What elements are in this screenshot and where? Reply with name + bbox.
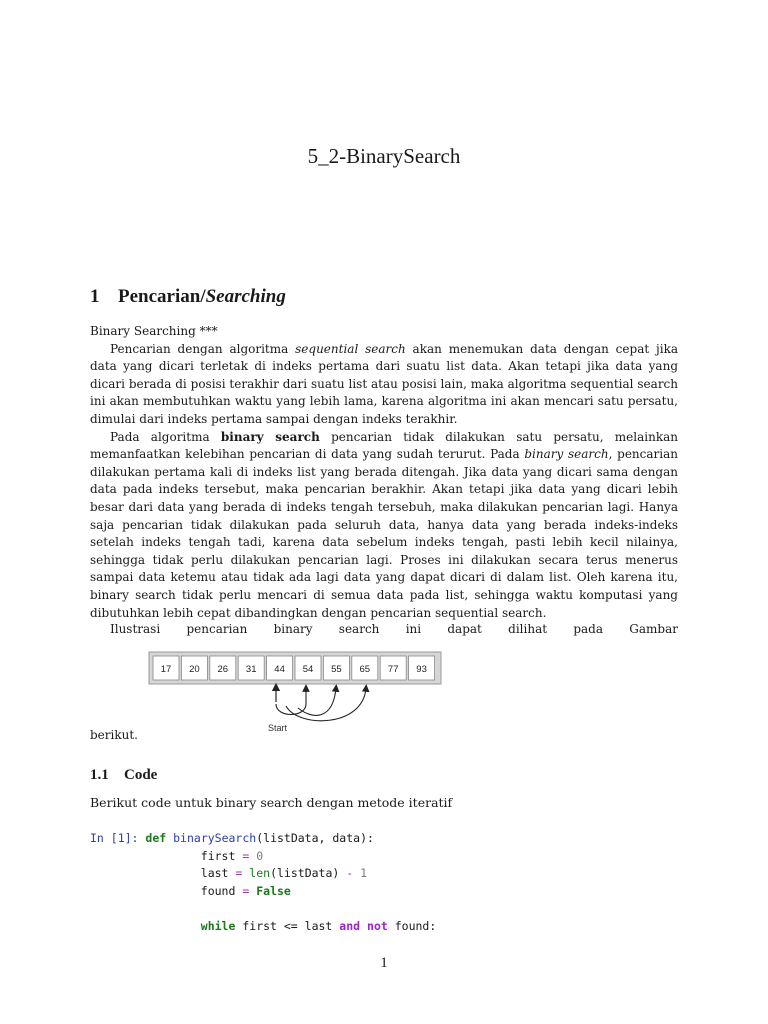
p2-emphasis: binary search: [524, 447, 609, 462]
ilustrasi-word: search: [338, 622, 380, 636]
document-title: 5_2-BinarySearch: [307, 144, 461, 168]
ilustrasi-word: Ilustrasi: [110, 622, 161, 636]
subsection-number: 1.1: [90, 767, 109, 783]
p1-emphasis: sequential search: [295, 341, 406, 356]
code-token: =: [235, 866, 243, 881]
jump-arrow-3: [298, 688, 336, 715]
p1-text-a: Pencarian dengan algoritma: [110, 341, 296, 356]
array-cell-value: 44: [274, 664, 285, 675]
code-token: first <= last: [242, 918, 333, 933]
ilustrasi-line: [90, 621, 678, 639]
paragraph-binary: [90, 429, 678, 623]
section-body: [90, 323, 678, 622]
paragraph-sequential: [90, 341, 678, 429]
array-cell-value: 55: [331, 664, 342, 675]
code-token: 0: [256, 848, 264, 863]
code-token: 1: [360, 866, 368, 881]
section-number: 1: [90, 286, 100, 307]
code-token: def: [145, 831, 167, 845]
code-token: -: [346, 866, 354, 881]
code-token: first: [200, 848, 236, 863]
ilustrasi-word: dapat: [447, 622, 482, 636]
ilustrasi-word: Gambar: [629, 622, 678, 636]
code-token: found:: [394, 918, 437, 933]
array-cell-value: 20: [189, 664, 200, 675]
code-token: (listData): [270, 866, 340, 881]
section-heading-pencarian: [90, 286, 286, 308]
code-token: found: [200, 883, 236, 898]
section-title-plain: Pencarian/: [118, 286, 206, 307]
code-token: while: [200, 918, 236, 933]
code-intro-text: Berikut code untuk binary search dengan metode iteratif: [90, 795, 453, 810]
p2-text-a: Pada algoritma: [110, 429, 221, 444]
code-token: not: [367, 918, 388, 933]
ilustrasi-word: binary: [273, 622, 313, 636]
array-cell-value: 93: [416, 664, 427, 675]
code-token: =: [242, 848, 250, 863]
subsection-title: Code: [124, 767, 158, 783]
code-prompt: In [1]:: [90, 831, 139, 845]
jump-arrow-2: [286, 688, 366, 721]
p2-text-c: pencarian tidak dilakukan satu persatu, melainkan memanfaatkan kelebihan pencarian di data yang sudah terurut. Pada: [90, 429, 678, 462]
section-title-italic: Searching: [205, 286, 286, 307]
p1-text-b: akan menemukan data dengan cepat jika data yang dicari terletak di indeks pertama dari suatu list data. Akan tetapi jika data yang dicari berada di posisi terakhir dari suatu list atau posisi lain, maka algoritma sequential search ini akan membutuhkan waktu yang lebih lama, karena algoritma ini akan mencari satu persatu, dimulai dari indeks pertama sampai dengan indeks terakhir.: [90, 341, 678, 426]
page-number: 1: [380, 955, 388, 971]
ilustrasi-word: pencarian: [186, 622, 248, 636]
berikut-text: berikut.: [90, 728, 138, 742]
ilustrasi-word: dilihat: [508, 622, 548, 636]
start-label: Start: [268, 723, 288, 733]
ilustrasi-word: pada: [573, 622, 604, 636]
array-cell-value: 17: [160, 664, 172, 675]
code-token: =: [242, 883, 250, 898]
code-token: binarySearch: [173, 831, 257, 845]
ilustrasi-word: ini: [405, 622, 422, 636]
code-token: and: [339, 918, 361, 933]
subsection-heading-code: [90, 767, 157, 784]
code-cell: [90, 830, 436, 936]
code-token: False: [256, 883, 291, 898]
array-cell-value: 77: [387, 664, 399, 675]
array-cell-value: 65: [359, 664, 371, 675]
lead-paragraph: Binary Searching ***: [90, 324, 218, 338]
code-token: last: [200, 866, 229, 881]
array-cell-value: 26: [217, 664, 229, 675]
binary-search-figure: [148, 650, 448, 738]
array-cell-value: 54: [302, 664, 314, 675]
code-token: (listData, data):: [256, 831, 374, 845]
p2-text-d: , pencarian dilakukan pertama kali di indeks list yang berada ditengah. Jika data yang dicari sama dengan data pada indeks tersebut, maka pencarian berakhir. Akan tetapi jika data yang dicari lebih besar dari data yang berada di indeks tengah tersebuh, maka dilakukan pencarian lagi. Hanya saja pencarian tidak dilakukan pada seluruh data, hanya data yang berada indeks-indeks setelah indeks tengah tadi, karena data sebelum indeks tengah, pasti lebih kecil nilainya, sehingga tidak perlu dilakukan pencarian lagi. Proses ini dilakukan secara terus menerus sampai data ketemu atau tidak ada lagi data yang dapat dicari di dalam list. Oleh karena itu, binary search tidak perlu mencari di semua data pada list, sehingga waktu komputasi yang dibutuhkan lebih cepat dibandingkan dengan pencarian sequential search.: [90, 447, 678, 620]
array-cell-value: 31: [245, 664, 257, 675]
p2-bold: binary search: [220, 429, 320, 444]
code-token: len: [249, 866, 271, 881]
